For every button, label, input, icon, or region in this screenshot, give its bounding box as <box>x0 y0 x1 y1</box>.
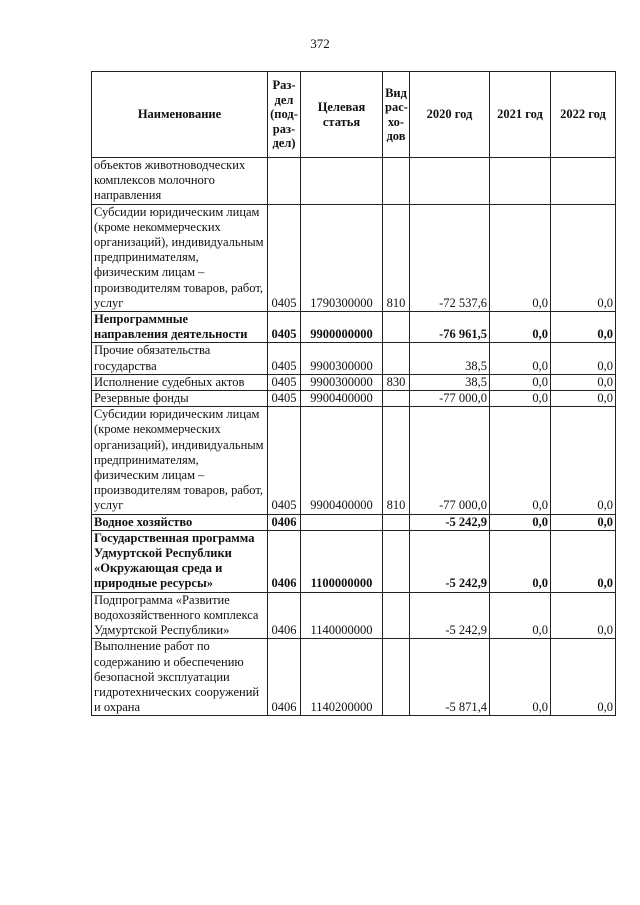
row-name: Резервные фонды <box>92 391 268 407</box>
row-name: Субсидии юридическим лицам (кроме некоммерческих организаций), индивидуальным предпринимателям, физическим лицам – производителям товаров, работ, услуг <box>92 407 268 514</box>
table-row <box>92 592 616 639</box>
row-section: 0405 <box>268 391 301 407</box>
row-expense: 810 <box>383 407 410 514</box>
row-2022: 0,0 <box>551 204 616 311</box>
budget-table <box>91 71 616 716</box>
row-target: 1140000000 <box>301 592 383 639</box>
row-section: 0405 <box>268 407 301 514</box>
table-row <box>92 530 616 592</box>
row-section: 0405 <box>268 374 301 390</box>
table-row <box>92 514 616 530</box>
row-target: 9900000000 <box>301 312 383 343</box>
row-2021: 0,0 <box>490 592 551 639</box>
row-2022: 0,0 <box>551 592 616 639</box>
header-2020: 2020 год <box>410 72 490 158</box>
row-2020: -72 537,6 <box>410 204 490 311</box>
row-2021: 0,0 <box>490 374 551 390</box>
row-target: 9900300000 <box>301 374 383 390</box>
row-2020: -5 871,4 <box>410 639 490 716</box>
row-2021: 0,0 <box>490 514 551 530</box>
row-target: 1790300000 <box>301 204 383 311</box>
row-name: Исполнение судебных актов <box>92 374 268 390</box>
row-section: 0406 <box>268 639 301 716</box>
header-2021: 2021 год <box>490 72 551 158</box>
row-target <box>301 514 383 530</box>
row-2022: 0,0 <box>551 374 616 390</box>
row-2020: 38,5 <box>410 343 490 374</box>
row-2020: -77 000,0 <box>410 391 490 407</box>
row-2020 <box>410 158 490 205</box>
row-2020: 38,5 <box>410 374 490 390</box>
row-section: 0406 <box>268 514 301 530</box>
row-2022: 0,0 <box>551 391 616 407</box>
row-expense <box>383 530 410 592</box>
table-row <box>92 374 616 390</box>
row-2021: 0,0 <box>490 639 551 716</box>
row-2020: -5 242,9 <box>410 592 490 639</box>
row-2021: 0,0 <box>490 204 551 311</box>
row-name: Выполнение работ по содержанию и обеспечению безопасной эксплуатации гидротехнических сооружений и охрана <box>92 639 268 716</box>
table-row <box>92 343 616 374</box>
row-section: 0405 <box>268 343 301 374</box>
row-expense <box>383 343 410 374</box>
row-2021: 0,0 <box>490 391 551 407</box>
table-row <box>92 204 616 311</box>
row-expense: 830 <box>383 374 410 390</box>
row-2022: 0,0 <box>551 312 616 343</box>
row-2022: 0,0 <box>551 639 616 716</box>
row-name: Непрограммные направления деятельности <box>92 312 268 343</box>
row-name: Водное хозяйство <box>92 514 268 530</box>
row-section: 0405 <box>268 204 301 311</box>
header-section: Раз- дел (под- раз- дел) <box>268 72 301 158</box>
row-2020: -5 242,9 <box>410 514 490 530</box>
row-name: Субсидии юридическим лицам (кроме некоммерческих организаций), индивидуальным предпринимателям, физическим лицам – производителям товаров, работ, услуг <box>92 204 268 311</box>
row-2021: 0,0 <box>490 312 551 343</box>
row-2022: 0,0 <box>551 514 616 530</box>
row-target: 9900400000 <box>301 407 383 514</box>
row-section <box>268 158 301 205</box>
row-2022 <box>551 158 616 205</box>
row-expense <box>383 312 410 343</box>
row-2021: 0,0 <box>490 530 551 592</box>
header-expense: Вид рас- хо- дов <box>383 72 410 158</box>
row-2022: 0,0 <box>551 343 616 374</box>
row-2022: 0,0 <box>551 530 616 592</box>
row-2021: 0,0 <box>490 407 551 514</box>
row-section: 0406 <box>268 592 301 639</box>
row-target: 1140200000 <box>301 639 383 716</box>
row-target: 9900400000 <box>301 391 383 407</box>
row-section: 0406 <box>268 530 301 592</box>
row-name: Прочие обязательства государства <box>92 343 268 374</box>
row-expense <box>383 391 410 407</box>
row-2022: 0,0 <box>551 407 616 514</box>
row-2020: -5 242,9 <box>410 530 490 592</box>
row-expense: 810 <box>383 204 410 311</box>
row-2020: -76 961,5 <box>410 312 490 343</box>
row-section: 0405 <box>268 312 301 343</box>
row-target <box>301 158 383 205</box>
row-expense <box>383 514 410 530</box>
row-expense <box>383 592 410 639</box>
row-name: Подпрограмма «Развитие водохозяйственного комплекса Удмуртской Республики» <box>92 592 268 639</box>
header-2022: 2022 год <box>551 72 616 158</box>
page-number: 372 <box>310 36 330 51</box>
table-row <box>92 312 616 343</box>
row-2021: 0,0 <box>490 343 551 374</box>
table-header-row <box>92 72 616 158</box>
table-row <box>92 639 616 716</box>
table-row <box>92 391 616 407</box>
row-target: 1100000000 <box>301 530 383 592</box>
row-target: 9900300000 <box>301 343 383 374</box>
row-2020: -77 000,0 <box>410 407 490 514</box>
header-name: Наименование <box>92 72 268 158</box>
table-row <box>92 158 616 205</box>
header-target: Целевая статья <box>301 72 383 158</box>
row-2021 <box>490 158 551 205</box>
row-name: объектов животноводческих комплексов молочного направления <box>92 158 268 205</box>
row-expense <box>383 639 410 716</box>
row-expense <box>383 158 410 205</box>
row-name: Государственная программа Удмуртской Республики «Окружающая среда и природные ресурсы» <box>92 530 268 592</box>
table-row <box>92 407 616 514</box>
